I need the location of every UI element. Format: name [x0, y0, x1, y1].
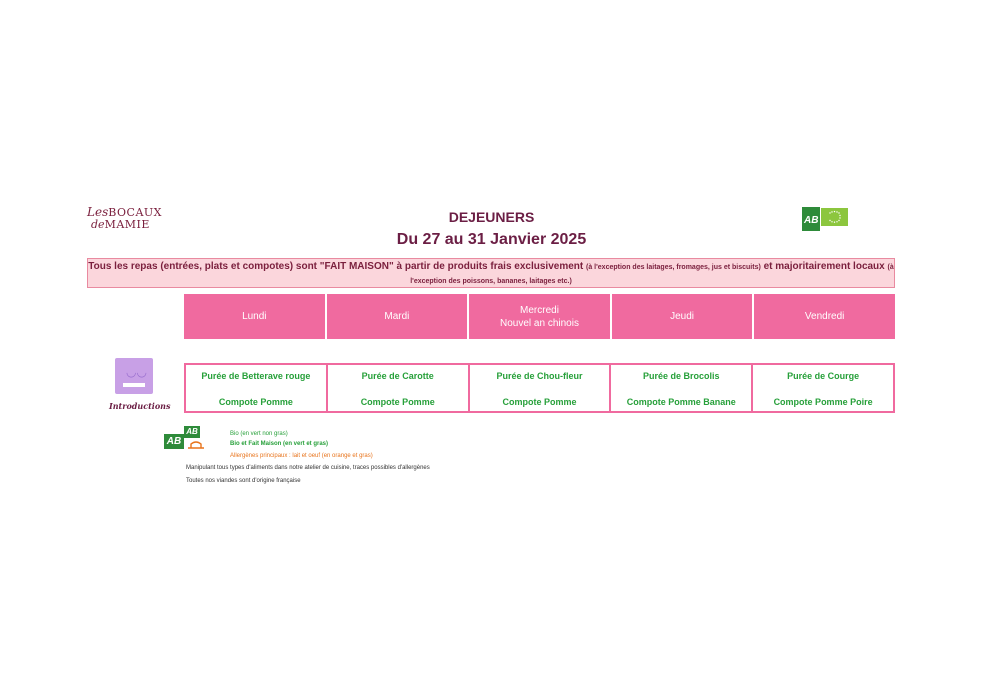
meat-origin-note: Toutes nos viandes sont d'origine française: [186, 478, 301, 484]
logo-text: de: [91, 218, 105, 231]
day-header-lundi: [184, 294, 327, 339]
puree-item: Purée de Brocolis: [643, 371, 720, 381]
menu-cell-mercredi: [470, 365, 612, 411]
introductions-icon: [115, 358, 153, 394]
ab-icon-text: AB: [166, 436, 182, 447]
compote-item: Compote Pomme: [502, 397, 577, 407]
day-name: Lundi: [242, 311, 267, 322]
day-header-mardi: [327, 294, 470, 339]
day-name: Mercredi: [520, 304, 559, 316]
ab-icon-text: AB: [186, 427, 198, 436]
menu-cell-vendredi: [753, 365, 893, 411]
compote-item: Compote Pomme: [360, 397, 435, 407]
day-name: Vendredi: [804, 311, 845, 322]
title-line2: Du 27 au 31 Janvier 2025: [396, 231, 587, 248]
puree-item: Purée de Betterave rouge: [201, 371, 311, 381]
legend-allergenes: Allergènes principaux : lait et oeuf (en orange et gras): [230, 453, 373, 459]
legend-bio: Bio (en vert non gras): [230, 431, 288, 437]
banner-text-small: (à l'exception des laitages, fromages, jus et biscuits): [586, 264, 761, 271]
legend-bio-fait-maison: Bio et Fait Maison (en vert et gras): [230, 441, 329, 447]
menu-cell-jeudi: [611, 365, 753, 411]
allergen-traces-note: Manipulant tous types d'aliments dans notre atelier de cuisine, traces possibles d'allergènes: [186, 465, 430, 471]
ab-logo-text: AB: [804, 215, 819, 226]
chef-hat-icon: [186, 440, 206, 450]
menu-cell-mardi: [328, 365, 470, 411]
day-name: Mardi: [384, 311, 410, 322]
day-header-jeudi: [612, 294, 755, 339]
fait-maison-banner: [87, 258, 895, 288]
banner-text: Tous les repas (entrées, plats et compotes) sont "FAIT MAISON" à partir de produits frais exclusivement: [88, 261, 584, 272]
badge-label-bar: [123, 383, 145, 387]
puree-item: Purée de Courge: [787, 371, 860, 381]
introductions-label: Introductions: [109, 401, 171, 411]
day-name: Jeudi: [670, 311, 695, 322]
compote-item: Compote Pomme Banane: [626, 397, 736, 407]
day-header-mercredi: [469, 294, 612, 339]
eu-organic-leaf-logo: [821, 208, 848, 226]
logo-text: MAMIE: [104, 218, 150, 231]
day-subtitle: Nouvel an chinois: [500, 317, 579, 329]
menu-cell-lundi: [186, 365, 328, 411]
puree-item: Purée de Chou-fleur: [496, 371, 583, 381]
day-header-vendredi: [754, 294, 895, 339]
puree-item: Purée de Carotte: [361, 371, 434, 381]
logo-text: BOCAUX: [108, 206, 163, 219]
ab-bio-icon: [164, 434, 184, 449]
smiley-icon: ◡◡: [126, 365, 147, 379]
ab-organic-logo: [802, 207, 820, 231]
compote-item: Compote Pomme: [218, 397, 293, 407]
logo-text: Les: [87, 205, 109, 219]
day-header-row: [184, 294, 895, 339]
compote-item: Compote Pomme Poire: [773, 397, 873, 407]
introductions-row: [184, 363, 895, 413]
banner-text: et majoritairement locaux: [763, 261, 885, 272]
ab-bio-fait-maison-icon: [184, 426, 200, 438]
title-line1: DEJEUNERS: [448, 209, 535, 225]
banner-text-small: (à l'exception des poissons, bananes, laitages etc.): [410, 264, 894, 285]
